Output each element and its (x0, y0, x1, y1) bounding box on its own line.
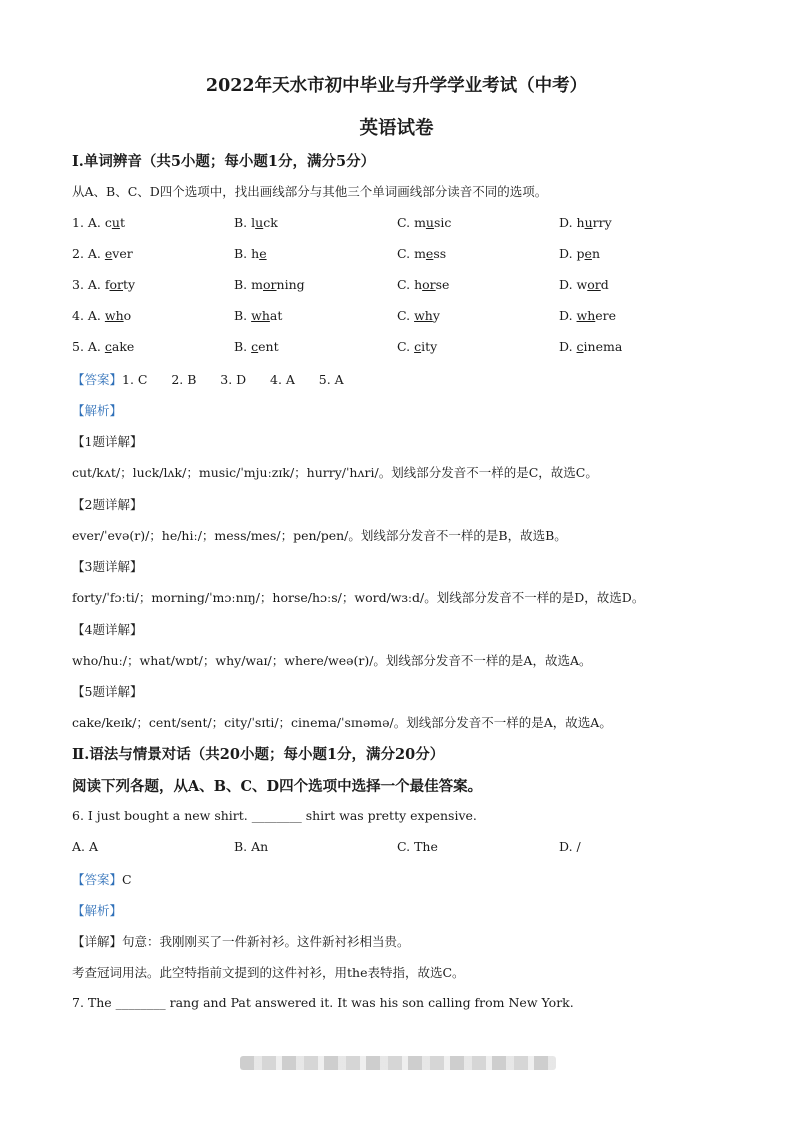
q1-option-a (72, 215, 125, 230)
blurred-footer-watermark (240, 1056, 556, 1070)
q4-option-b (234, 308, 282, 323)
option-text: rry (592, 215, 612, 230)
q6-answer: C (122, 872, 132, 887)
q4-option-d (559, 308, 616, 323)
option-text: ere (595, 308, 617, 323)
option-text: C. (397, 339, 415, 354)
q6-option-a: A. A (72, 839, 99, 854)
option-text: d (600, 277, 609, 292)
option-text: D. p (559, 246, 585, 261)
option-text: D. (559, 339, 577, 354)
underlined-part: wh (576, 308, 596, 323)
option-text: 1. A. c (72, 215, 112, 230)
option-text: ty (123, 277, 136, 292)
q6-detail-label: 【详解】 (72, 934, 123, 949)
underlined-part: or (587, 277, 601, 292)
option-text: ity (421, 339, 438, 354)
q2-option-b (234, 246, 267, 261)
option-text: C. m (397, 215, 426, 230)
option-text: ent (258, 339, 279, 354)
q1-option-b (234, 215, 278, 230)
page-title: 2022年天水市初中毕业与升学学业考试（中考） (205, 76, 588, 96)
section2-instruction: 阅读下列各题，从A、B、C、D四个选项中选择一个最佳答案。 (72, 778, 483, 795)
underlined-part: e (425, 246, 434, 261)
option-text: t (119, 215, 125, 230)
answer-label: 【答案】 (72, 372, 123, 387)
option-text: D. (559, 308, 577, 323)
underlined-part: or (263, 277, 277, 292)
underlined-part: c (576, 339, 584, 354)
option-text: C. (397, 308, 415, 323)
underlined-part: c (104, 339, 112, 354)
q6-detail (72, 932, 410, 950)
section2-heading: Ⅱ.语法与情景对话（共20小题；每小题1分，满分20分） (72, 746, 445, 763)
option-text: ss (433, 246, 447, 261)
underlined-part: u (111, 215, 120, 230)
option-text: 3. A. f (72, 277, 110, 292)
underlined-part: u (255, 215, 264, 230)
underlined-part: u (584, 215, 593, 230)
option-text: at (269, 308, 283, 323)
detail-label-1: 【1题详解】 (72, 434, 143, 449)
option-text: 4. A. (72, 308, 105, 323)
underlined-part: u (425, 215, 434, 230)
option-text: sic (433, 215, 452, 230)
option-text: y (432, 308, 440, 323)
q1-option-d (559, 215, 612, 230)
q6-answer-line (72, 870, 132, 888)
option-text: D. w (559, 277, 588, 292)
q5-option-d (559, 339, 622, 354)
detail-text-5: cake/keɪk/；cent/sent/；city/ˈsɪti/；cinema/ˈsɪnəmə/。划线部分发音不一样的是A，故选A。 (72, 715, 612, 730)
q4-option-a (72, 308, 131, 323)
answer-line (72, 370, 344, 388)
q6-analysis-label: 【解析】 (72, 903, 123, 918)
q3-option-d (559, 277, 609, 292)
option-text: B. (234, 339, 252, 354)
q6-detail-text: 句意：我刚刚买了一件新衬衫。这件新衬衫相当贵。 (122, 934, 410, 949)
q3-option-b (234, 277, 305, 292)
option-text: B. (234, 308, 252, 323)
underlined-part: wh (414, 308, 433, 323)
section1-instruction: 从A、B、C、D四个选项中，找出画线部分与其他三个单词画线部分读音不同的选项。 (72, 184, 548, 199)
answer-text: 1. C 2. B 3. D 4. A 5. A (122, 372, 344, 387)
option-text: C. m (397, 246, 426, 261)
q1-option-c (397, 215, 451, 230)
section1-heading: Ⅰ.单词辨音（共5小题；每小题1分，满分5分） (72, 153, 376, 170)
option-text: inema (583, 339, 623, 354)
option-text: B. h (234, 246, 260, 261)
option-text: 5. A. (72, 339, 105, 354)
option-text: o (123, 308, 132, 323)
option-text: se (435, 277, 450, 292)
underlined-part: c (414, 339, 422, 354)
underlined-part: or (109, 277, 124, 292)
option-text: B. m (234, 277, 263, 292)
q6-detail-2: 考查冠词用法。此空特指前文提到的这件衬衫，用the表特指，故选C。 (72, 965, 465, 980)
q3-option-a (72, 277, 135, 292)
option-text: ake (111, 339, 135, 354)
option-text: ck (263, 215, 278, 230)
option-text: ver (112, 246, 133, 261)
q6-option-d: D. / (559, 839, 581, 854)
detail-label-2: 【2题详解】 (72, 496, 143, 512)
q5-option-b (234, 339, 279, 354)
detail-text-2: ever/ˈevə(r)/；he/hiː/；mess/mes/；pen/pen/。划线部分发音不一样的是B，故选B。 (72, 527, 567, 543)
analysis-label: 【解析】 (72, 403, 123, 418)
q2-option-d (559, 246, 600, 261)
detail-label-5: 【5题详解】 (72, 684, 143, 699)
option-text: D. h (559, 215, 585, 230)
underlined-part: e (104, 246, 113, 261)
underlined-part: wh (104, 308, 124, 323)
question-6: 6. I just bought a new shirt. ________ shirt was pretty expensive. (72, 808, 477, 823)
page-subtitle: 英语试卷 (359, 118, 434, 139)
underlined-part: or (422, 277, 436, 292)
option-text: 2. A. (72, 246, 105, 261)
underlined-part: wh (251, 308, 270, 323)
question-7: 7. The ________ rang and Pat answered it. It was his son calling from New York. (72, 995, 574, 1010)
detail-label-4: 【4题详解】 (72, 621, 143, 637)
option-text: ning (276, 277, 305, 292)
detail-label-3: 【3题详解】 (72, 559, 143, 574)
q3-option-c (397, 277, 449, 292)
q2-option-a (72, 246, 133, 261)
q5-option-c (397, 339, 437, 354)
detail-text-3: forty/ˈfɔːti/；morning/ˈmɔːnɪŋ/；horse/hɔːs/；word/wɜːd/。划线部分发音不一样的是D，故选D。 (72, 590, 645, 605)
underlined-part: c (251, 339, 259, 354)
detail-text-1: cut/kʌt/；luck/lʌk/；music/ˈmjuːzɪk/；hurry/ˈhʌri/。划线部分发音不一样的是C，故选C。 (72, 465, 598, 480)
option-text: C. h (397, 277, 423, 292)
q2-option-c (397, 246, 446, 261)
q6-option-c: C. The (397, 839, 438, 854)
option-text: B. l (234, 215, 256, 230)
option-text: n (591, 246, 600, 261)
q6-option-b: B. An (234, 839, 269, 854)
underlined-part: e (259, 246, 267, 261)
underlined-part: e (584, 246, 592, 261)
q6-answer-label: 【答案】 (72, 872, 123, 887)
detail-text-4: who/huː/；what/wɒt/；why/waɪ/；where/weə(r)/。划线部分发音不一样的是A，故选A。 (72, 652, 592, 668)
q4-option-c (397, 308, 440, 323)
q5-option-a (72, 339, 134, 354)
